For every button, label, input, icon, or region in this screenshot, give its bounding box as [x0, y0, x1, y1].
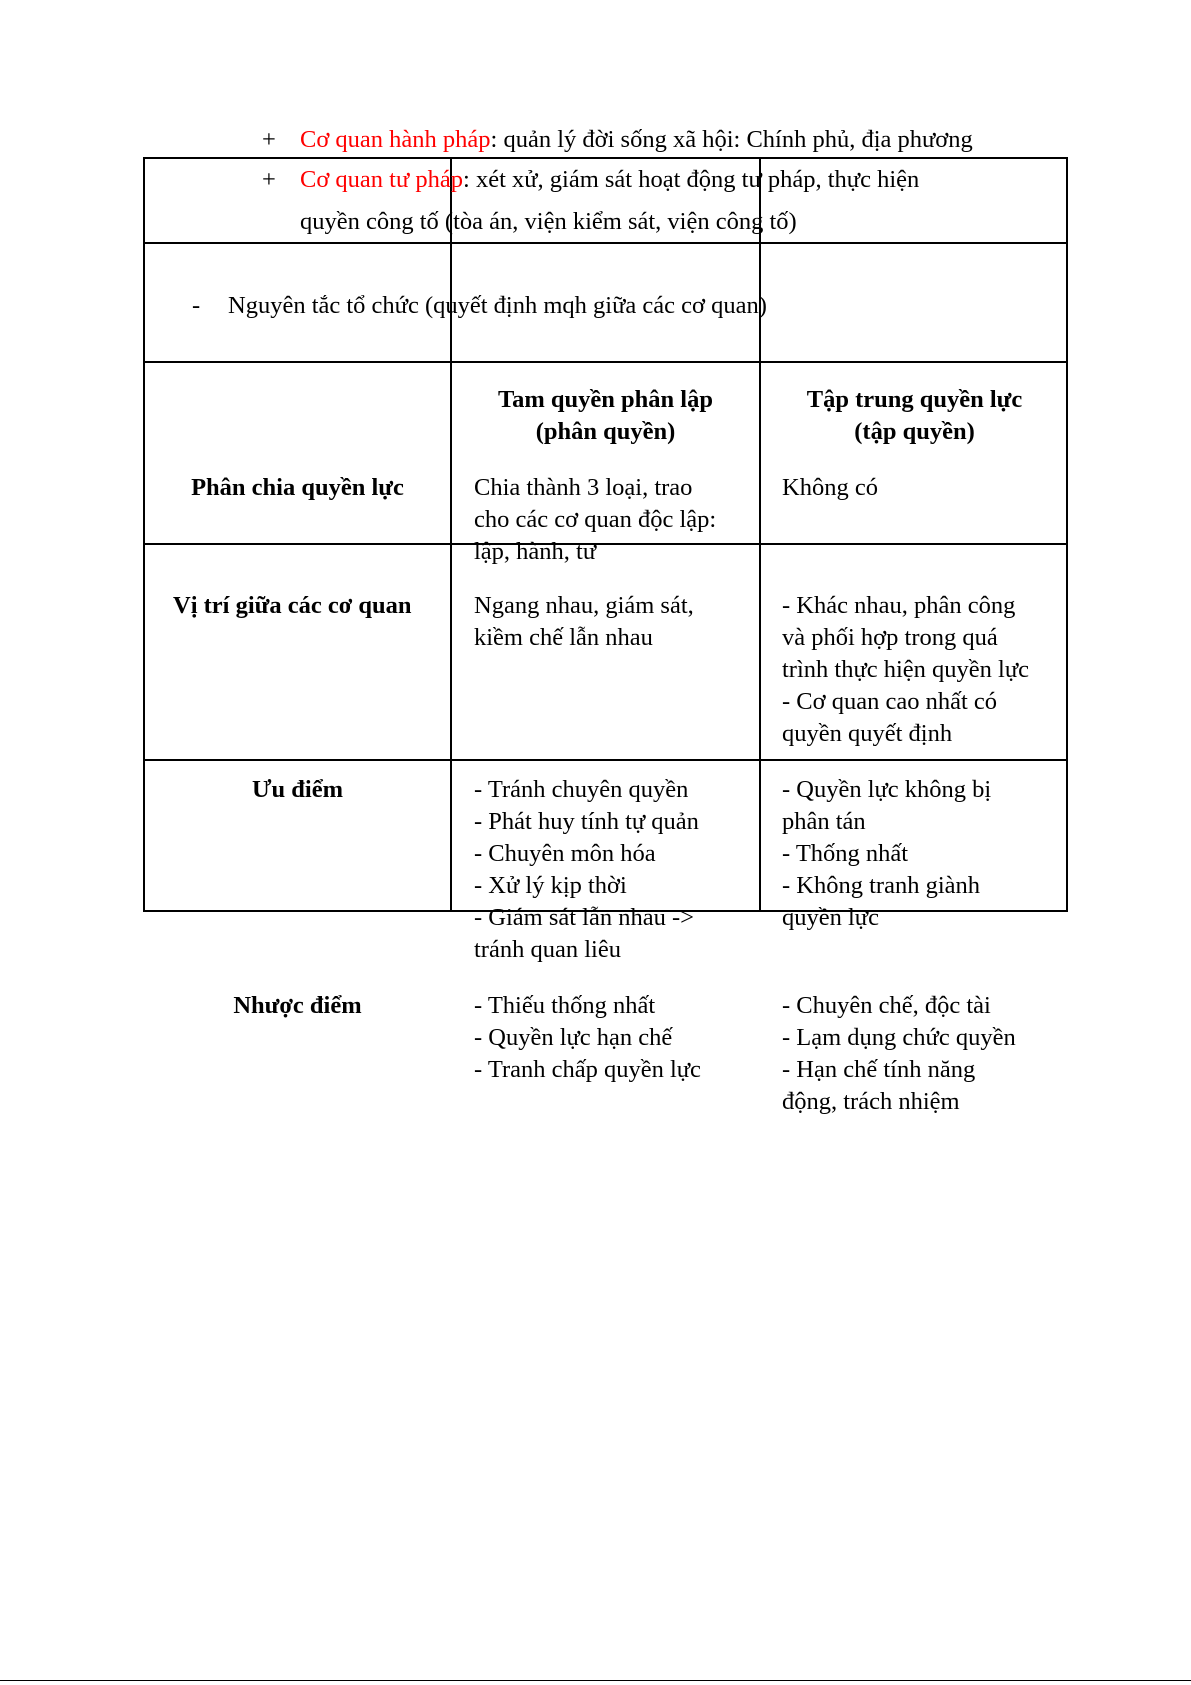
cell-line: - Khác nhau, phân công — [782, 592, 1016, 619]
row-label: Ưu điểm — [252, 776, 343, 803]
cell-line: - Xử lý kịp thời — [474, 872, 627, 899]
cell-line: - Tránh chuyên quyền — [474, 776, 689, 803]
cell-line: Chia thành 3 loại, trao — [474, 474, 693, 501]
cell-line: - Quyền lực hạn chế — [474, 1024, 673, 1051]
header-line: Tập trung quyền lực — [806, 386, 1023, 413]
cell-line: lập, hành, tư — [474, 538, 597, 565]
bullet-continuation: quyền công tố (tòa án, viện kiểm sát, viện công tố) — [300, 208, 797, 235]
principle-text: Nguyên tắc tổ chức (quyết định mqh giữa các cơ quan) — [228, 292, 767, 319]
bullet-marker: + — [262, 166, 276, 193]
cell-line: - Hạn chế tính năng — [782, 1056, 976, 1083]
bullet-label: Cơ quan tư pháp — [300, 166, 464, 193]
bullet-marker: + — [262, 126, 276, 153]
grid-line-h — [144, 759, 1068, 761]
grid-line-v — [759, 157, 761, 912]
grid-line-v — [450, 157, 452, 912]
cell-line: kiềm chế lẫn nhau — [474, 624, 653, 651]
cell-line: - Quyền lực không bị — [782, 776, 992, 803]
header-concentration-of-power — [761, 384, 1068, 448]
row-label: Vị trí giữa các cơ quan — [173, 592, 412, 619]
row-col2 — [782, 774, 991, 934]
cell-line: động, trách nhiệm — [782, 1088, 960, 1115]
cell-line: - Tranh chấp quyền lực — [474, 1056, 701, 1083]
header-line: (phân quyền) — [535, 418, 676, 445]
page-bottom-rule — [0, 1680, 1191, 1681]
cell-line: và phối hợp trong quá — [782, 624, 998, 651]
dash-marker: - — [192, 292, 201, 319]
row-label: Phân chia quyền lực — [191, 474, 404, 501]
row-col2 — [782, 990, 1016, 1118]
bullet-rest: : xét xử, giám sát hoạt động tư pháp, thực hiện — [463, 166, 920, 193]
bullet-label: Cơ quan hành pháp — [300, 126, 491, 153]
bullet-text — [300, 164, 919, 196]
row-col1 — [474, 774, 699, 966]
cell-line: - Lạm dụng chức quyền — [782, 1024, 1016, 1051]
cell-line: tránh quan liêu — [474, 936, 621, 963]
cell-line: - Thống nhất — [782, 840, 909, 867]
grid-line-h — [144, 157, 1068, 159]
bullet-text — [300, 124, 973, 156]
row-label: Nhược điểm — [233, 992, 362, 1019]
header-line: Tam quyền phân lập — [498, 386, 713, 413]
bullet-rest: : quản lý đời sống xã hội: Chính phủ, địa phương — [490, 126, 973, 153]
row-col2 — [782, 590, 1029, 750]
cell-line: - Thiếu thống nhất — [474, 992, 656, 1019]
cell-line: - Giám sát lẫn nhau -> — [474, 904, 694, 931]
row-col1 — [474, 472, 716, 568]
cell-line: - Chuyên chế, độc tài — [782, 992, 991, 1019]
row-col2 — [782, 472, 878, 504]
cell-line: cho các cơ quan độc lập: — [474, 506, 717, 533]
cell-line: Ngang nhau, giám sát, — [474, 592, 694, 619]
cell-line: quyền quyết định — [782, 720, 953, 747]
cell-line: - Phát huy tính tự quản — [474, 808, 699, 835]
grid-line-h — [144, 361, 1068, 363]
cell-line: trình thực hiện quyền lực — [782, 656, 1029, 683]
cell-line: - Cơ quan cao nhất có — [782, 688, 998, 715]
header-line: (tập quyền) — [854, 418, 975, 445]
row-col1 — [474, 590, 694, 654]
cell-line: - Không tranh giành — [782, 872, 980, 899]
header-separation-of-powers — [452, 384, 759, 448]
grid-line-v — [1066, 157, 1068, 912]
row-col1 — [474, 990, 701, 1086]
cell-line: Không có — [782, 474, 878, 501]
cell-line: - Chuyên môn hóa — [474, 840, 656, 867]
grid-line-h — [144, 242, 1068, 244]
cell-line: quyền lực — [782, 904, 879, 931]
cell-line: phân tán — [782, 808, 866, 835]
